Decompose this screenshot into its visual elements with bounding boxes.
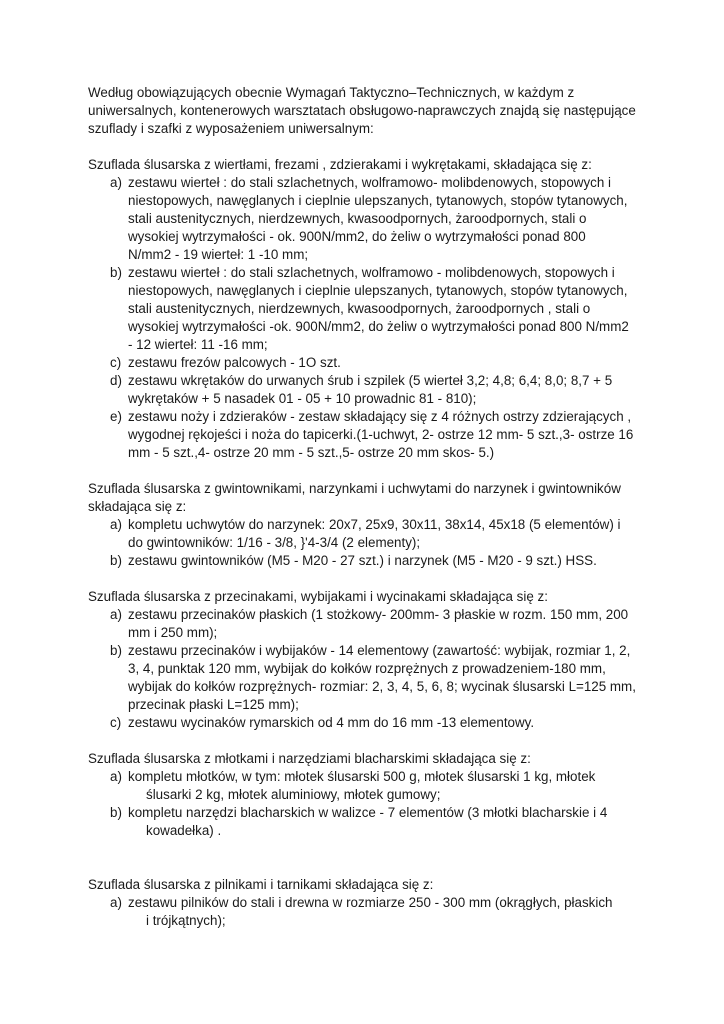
list-item-text: kompletu uchwytów do narzynek: 20x7, 25x9, 30x11, 38x14, 45x18 (5 elementów) i do gwintowników: 1/16 - 3/8, }'4-3/4 (2 elementy); bbox=[128, 517, 621, 550]
list-marker: b) bbox=[110, 553, 122, 568]
list-marker: c) bbox=[110, 715, 122, 730]
list-item bbox=[88, 804, 648, 840]
intro-paragraph: Według obowiązujących obecnie Wymagań Taktyczno–Technicznych, w każdym z uniwersalnych, kontenerowych warsztatach obsługowo-naprawczych znajdą się następujące szuflady i szafki z wyposażeniem uniwersalnym: bbox=[88, 85, 636, 136]
item-list bbox=[88, 894, 648, 930]
list-marker: d) bbox=[110, 373, 122, 388]
document-page bbox=[88, 84, 648, 948]
list-item bbox=[88, 354, 648, 372]
list-item bbox=[88, 714, 648, 732]
list-marker: a) bbox=[110, 607, 122, 622]
section-taps-dies bbox=[88, 480, 648, 570]
list-marker: c) bbox=[110, 355, 122, 370]
list-item-text: zestawu przecinaków i wybijaków - 14 elementowy (zawartość: wybijak, rozmiar 1, 2, 3, 4, punktak 120 mm, wybijak do kołków rozprężnych z prowadzeniem-180 mm, wybijak do kołków rozprężnych- rozmiar: 2, 3, 4, 5, 6, 8; wycinak ślusarski L=125 mm, przecinak płaski L=125 mm); bbox=[128, 643, 636, 712]
section-files bbox=[88, 876, 648, 930]
list-item bbox=[88, 516, 648, 552]
list-item bbox=[88, 264, 648, 354]
list-item-continuation: kowadełka) . bbox=[146, 823, 222, 838]
list-item-first-line: kompletu narzędzi blacharskich w walizce - 7 elementów (3 młotki blacharskie i 4 bbox=[128, 805, 608, 820]
list-item bbox=[88, 642, 648, 714]
list-item bbox=[88, 408, 648, 462]
list-item-text: zestawu wierteł : do stali szlachetnych, wolframowo- molibdenowych, stopowych i niestopowych, nawęglanych i cieplnie ulepszanych, tytanowych, stopów tytanowych, stali austenitycznych, nierdzewnych, kwasoodpornych, żaroodpornych, stali o wysokiej wytrzymałości - ok. 900N/mm2, do żeliw o wytrzymałości ponad 800 N/mm2 - 19 wierteł: 1 -10 mm; bbox=[128, 175, 628, 262]
list-marker: a) bbox=[110, 895, 122, 910]
list-marker: b) bbox=[110, 805, 122, 820]
item-list bbox=[88, 516, 648, 570]
list-item-text: zestawu wycinaków rymarskich od 4 mm do 16 mm -13 elementowy. bbox=[128, 715, 535, 730]
section-hammers bbox=[88, 750, 648, 840]
list-item-first-line: kompletu młotków, w tym: młotek ślusarski 500 g, młotek ślusarski 1 kg, młotek bbox=[128, 769, 596, 784]
list-marker: a) bbox=[110, 769, 122, 784]
list-item-text: zestawu wierteł : do stali szlachetnych, wolframowo - molibdenowych, stopowych i niestopowych, nawęglanych i cieplnie ulepszanych, tytanowych, stopów tytanowych, stali austenitycznych, nierdzewnych, kwasoodpornych, żaroodpornych , stali o wysokiej wytrzymałości -ok. 900N/mm2, do żeliw o wytrzymałości ponad 800 N/mm2 - 12 wierteł: 11 -16 mm; bbox=[128, 265, 629, 352]
list-item-text: zestawu przecinaków płaskich (1 stożkowy- 200mm- 3 płaskie w rozm. 150 mm, 200 mm i 250 mm); bbox=[128, 607, 629, 640]
section-heading: Szuflada ślusarska z wiertłami, frezami , zdzierakami i wykrętakami, składająca się z: bbox=[88, 157, 592, 172]
list-marker: e) bbox=[110, 409, 122, 424]
list-item-continuation: i trójkątnych); bbox=[146, 913, 226, 928]
list-item-text bbox=[128, 895, 613, 928]
list-item bbox=[88, 768, 648, 804]
list-item-first-line: zestawu pilników do stali i drewna w rozmiarze 250 - 300 mm (okrągłych, płaskich bbox=[128, 895, 613, 910]
section-chisels-punches bbox=[88, 588, 648, 732]
list-item-text: zestawu gwintowników (M5 - M20 - 27 szt.) i narzynek (M5 - M20 - 9 szt.) HSS. bbox=[128, 553, 597, 568]
section-heading: Szuflada ślusarska z pilnikami i tarnikami składająca się z: bbox=[88, 877, 434, 892]
item-list bbox=[88, 606, 648, 732]
list-item bbox=[88, 552, 648, 570]
list-item bbox=[88, 894, 648, 930]
list-item bbox=[88, 606, 648, 642]
section-heading: Szuflada ślusarska z gwintownikami, narzynkami i uchwytami do narzynek i gwintowników składająca się z: bbox=[88, 481, 621, 514]
section-heading: Szuflada ślusarska z młotkami i narzędziami blacharskimi składająca się z: bbox=[88, 751, 531, 766]
list-marker: b) bbox=[110, 265, 122, 280]
list-marker: a) bbox=[110, 175, 122, 190]
list-marker: a) bbox=[110, 517, 122, 532]
item-list bbox=[88, 768, 648, 840]
section-heading: Szuflada ślusarska z przecinakami, wybijakami i wycinakami składająca się z: bbox=[88, 589, 548, 604]
list-item-text bbox=[128, 769, 595, 802]
list-item-continuation: ślusarki 2 kg, młotek aluminiowy, młotek gumowy; bbox=[146, 787, 441, 802]
list-item-text bbox=[128, 805, 607, 838]
list-item-text: zestawu wkrętaków do urwanych śrub i szpilek (5 wierteł 3,2; 4,8; 6,4; 8,0; 8,7 + 5 wykrętaków + 5 nasadek 01 - 05 + 10 prowadnic 81 - 810); bbox=[128, 373, 613, 406]
list-item bbox=[88, 174, 648, 264]
section-drills bbox=[88, 156, 648, 462]
list-item-text: zestawu frezów palcowych - 1O szt. bbox=[128, 355, 341, 370]
list-item-text: zestawu noży i zdzieraków - zestaw składający się z 4 różnych ostrzy zdzierających , wygodnej rękojeści i noża do tapicerki.(1-uchwyt, 2- ostrze 12 mm- 5 szt.,3- ostrze 16 mm - 5 szt.,4- ostrze 20 mm - 5 szt.,5- ostrze 20 mm skos- 5.) bbox=[128, 409, 634, 460]
list-marker: b) bbox=[110, 643, 122, 658]
list-item bbox=[88, 372, 648, 408]
item-list bbox=[88, 174, 648, 462]
